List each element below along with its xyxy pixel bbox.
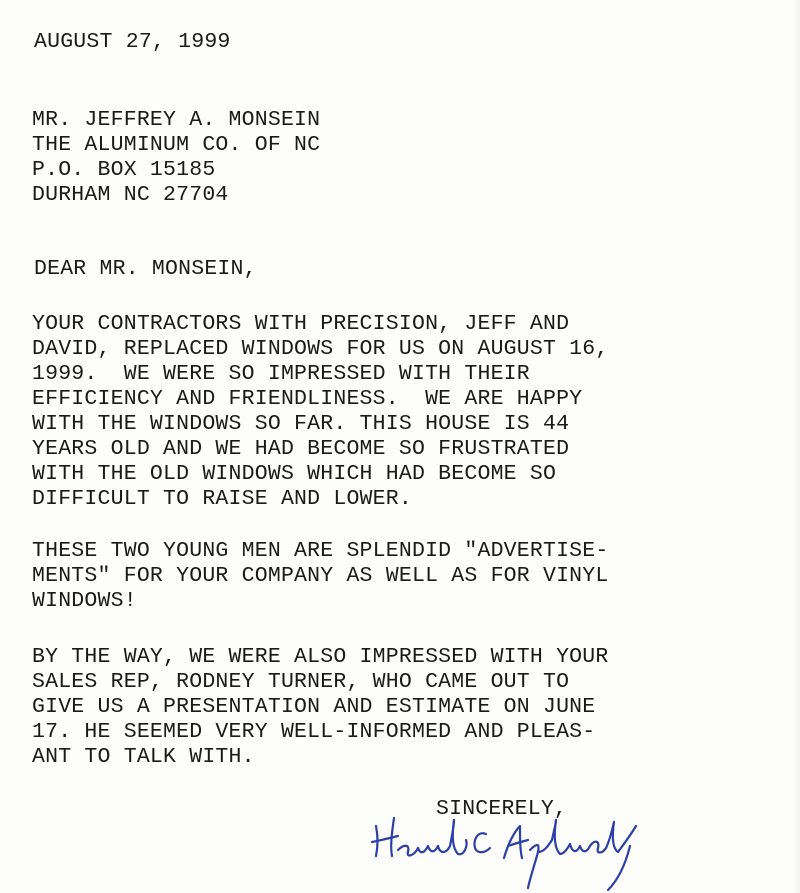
paragraph-line: DAVID, REPLACED WINDOWS FOR US ON AUGUST 16, [32, 337, 609, 361]
paragraph-line: MENTS" FOR YOUR COMPANY AS WELL AS FOR VINYL [32, 564, 609, 588]
letter-date: AUGUST 27, 1999 [34, 30, 231, 54]
closing-text: SINCERELY, [436, 797, 568, 821]
paragraph-line: BY THE WAY, WE WERE ALSO IMPRESSED WITH YOUR [32, 645, 609, 669]
handwritten-signature [368, 800, 648, 893]
paragraph-1 [32, 312, 609, 512]
recipient-po-box: P.O. BOX 15185 [32, 158, 216, 182]
paragraph-line: 1999. WE WERE SO IMPRESSED WITH THEIR [32, 362, 530, 386]
paragraph-line: DIFFICULT TO RAISE AND LOWER. [32, 487, 412, 511]
paragraph-line: WITH THE OLD WINDOWS WHICH HAD BECOME SO [32, 462, 557, 486]
paragraph-line: WITH THE WINDOWS SO FAR. THIS HOUSE IS 44 [32, 412, 570, 436]
paragraph-3 [32, 645, 609, 770]
recipient-address [32, 108, 320, 208]
paragraph-line: SALES REP, RODNEY TURNER, WHO CAME OUT TO [32, 670, 570, 694]
paragraph-line: YOUR CONTRACTORS WITH PRECISION, JEFF AND [32, 312, 570, 336]
paragraph-line: YEARS OLD AND WE HAD BECOME SO FRUSTRATED [32, 437, 570, 461]
paragraph-line: ANT TO TALK WITH. [32, 745, 255, 769]
paragraph-2 [32, 539, 609, 614]
recipient-name: MR. JEFFREY A. MONSEIN [32, 108, 321, 132]
recipient-city-line: DURHAM NC 27704 [32, 183, 229, 207]
paragraph-line: EFFICIENCY AND FRIENDLINESS. WE ARE HAPPY [32, 387, 583, 411]
paragraph-line: WINDOWS! [32, 589, 137, 613]
recipient-company: THE ALUMINUM CO. OF NC [32, 133, 321, 157]
paragraph-line: THESE TWO YOUNG MEN ARE SPLENDID "ADVERTISE- [32, 539, 609, 563]
paragraph-line: 17. HE SEEMED VERY WELL-INFORMED AND PLEAS- [32, 720, 596, 744]
salutation: DEAR MR. MONSEIN, [34, 257, 257, 281]
page-edge-shadow [794, 0, 800, 893]
paragraph-line: GIVE US A PRESENTATION AND ESTIMATE ON JUNE [32, 695, 596, 719]
